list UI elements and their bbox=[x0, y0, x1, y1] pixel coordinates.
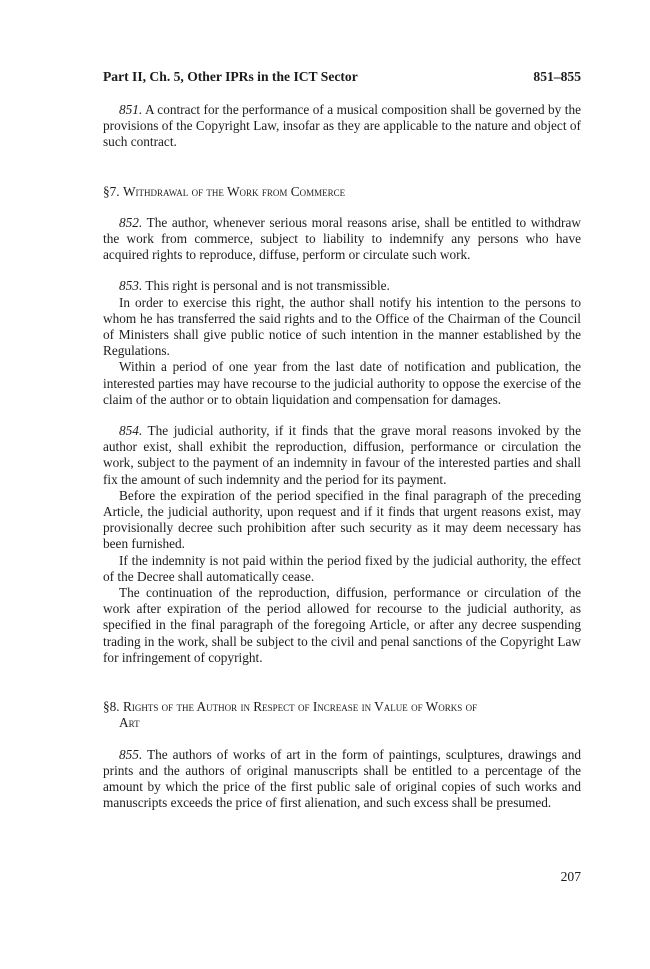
paragraph-854-part-4: The continuation of the reproduction, diffusion, performance or circulation of the work after expiration of the period allowed for recourse to the judicial authority, as specified in the final paragraph of the foregoing Article, or after any decree suspending trading in the work, shall be subject to the civil and penal sanctions of the Copyright Law for infringement of copyright. bbox=[103, 585, 581, 665]
paragraph-853 bbox=[103, 278, 581, 294]
paragraph-text: A contract for the performance of a musical composition shall be governed by the provisions of the Copyright Law, insofar as they are applicable to the nature and object of such contract. bbox=[103, 102, 581, 150]
header-chapter-title: Part II, Ch. 5, Other IPRs in the ICT Sector bbox=[103, 69, 358, 84]
section-title: Withdrawal of the Work from Commerce bbox=[122, 183, 346, 199]
paragraph-852 bbox=[103, 215, 581, 264]
paragraph-number: 853. bbox=[119, 278, 143, 294]
paragraph-text: The author, whenever serious moral reasons arise, shall be entitled to withdraw the work from commerce, subject to liability to indemnify any persons who have acquired rights to reproduce, diffuse, perform or circulate such work. bbox=[103, 214, 581, 263]
section-mark: §8. bbox=[103, 699, 120, 715]
paragraph-853-part-2: In order to exercise this right, the author shall notify his intention to the persons to whom he has transferred the said rights and to the Office of the Chairman of the Council of Ministers shall give public notice of such intention in the manner established by the Regulations. bbox=[103, 294, 581, 359]
paragraph-text: This right is personal and is not transmissible. bbox=[145, 278, 390, 294]
paragraph-number: 852. bbox=[119, 214, 143, 230]
paragraph-number: 854. bbox=[119, 423, 143, 439]
paragraph-854-part-2: Before the expiration of the period specified in the final paragraph of the preceding Article, the judicial authority, upon request and if it finds that urgent reasons exist, may provisionally decree such prohibition after such security as it may deem necessary has been furnished. bbox=[103, 487, 581, 552]
paragraph-853-part-3: Within a period of one year from the last date of notification and publication, the interested parties may have recourse to the judicial authority to oppose the exercise of the claim of the author or to obtain liquidation and compensation for damages. bbox=[103, 359, 581, 407]
section-mark: §7. bbox=[103, 183, 120, 199]
section-heading-7 bbox=[103, 184, 581, 200]
paragraph-number: 855. bbox=[119, 746, 143, 762]
paragraph-851 bbox=[103, 102, 581, 151]
section-title-line-2: Art bbox=[119, 715, 140, 731]
page-number: 207 bbox=[560, 869, 581, 884]
section-title-line-1: Rights of the Author in Respect of Increase in Value of Works of bbox=[122, 699, 478, 715]
paragraph-text: The judicial authority, if it finds that the grave moral reasons invoked by the author exist, shall exhibit the reproduction, diffusion, performance or circulation the work, subject to the payment of an indemnity in favour of the interested parties and shall fix the amount of such indemnity and the period for its payment. bbox=[103, 423, 581, 487]
paragraph-854-part-3: If the indemnity is not paid within the period fixed by the judicial authority, the effect of the Decree shall automatically cease. bbox=[103, 552, 581, 584]
header-paragraph-range: 851–855 bbox=[533, 69, 581, 84]
paragraph-number: 851. bbox=[119, 102, 143, 117]
paragraph-text: The authors of works of art in the form of paintings, sculptures, drawings and prints and the authors of original manuscripts shall be entitled to a percentage of the amount by which the price of the first public sale of original copies of such works and manuscripts exceeds the price of first alienation, and such excess shall be presumed. bbox=[103, 746, 582, 811]
paragraph-854 bbox=[103, 423, 581, 488]
section-heading-8-continued bbox=[103, 715, 581, 731]
section-heading-8 bbox=[103, 699, 581, 715]
body-text bbox=[103, 102, 581, 811]
paragraph-855 bbox=[103, 747, 581, 812]
